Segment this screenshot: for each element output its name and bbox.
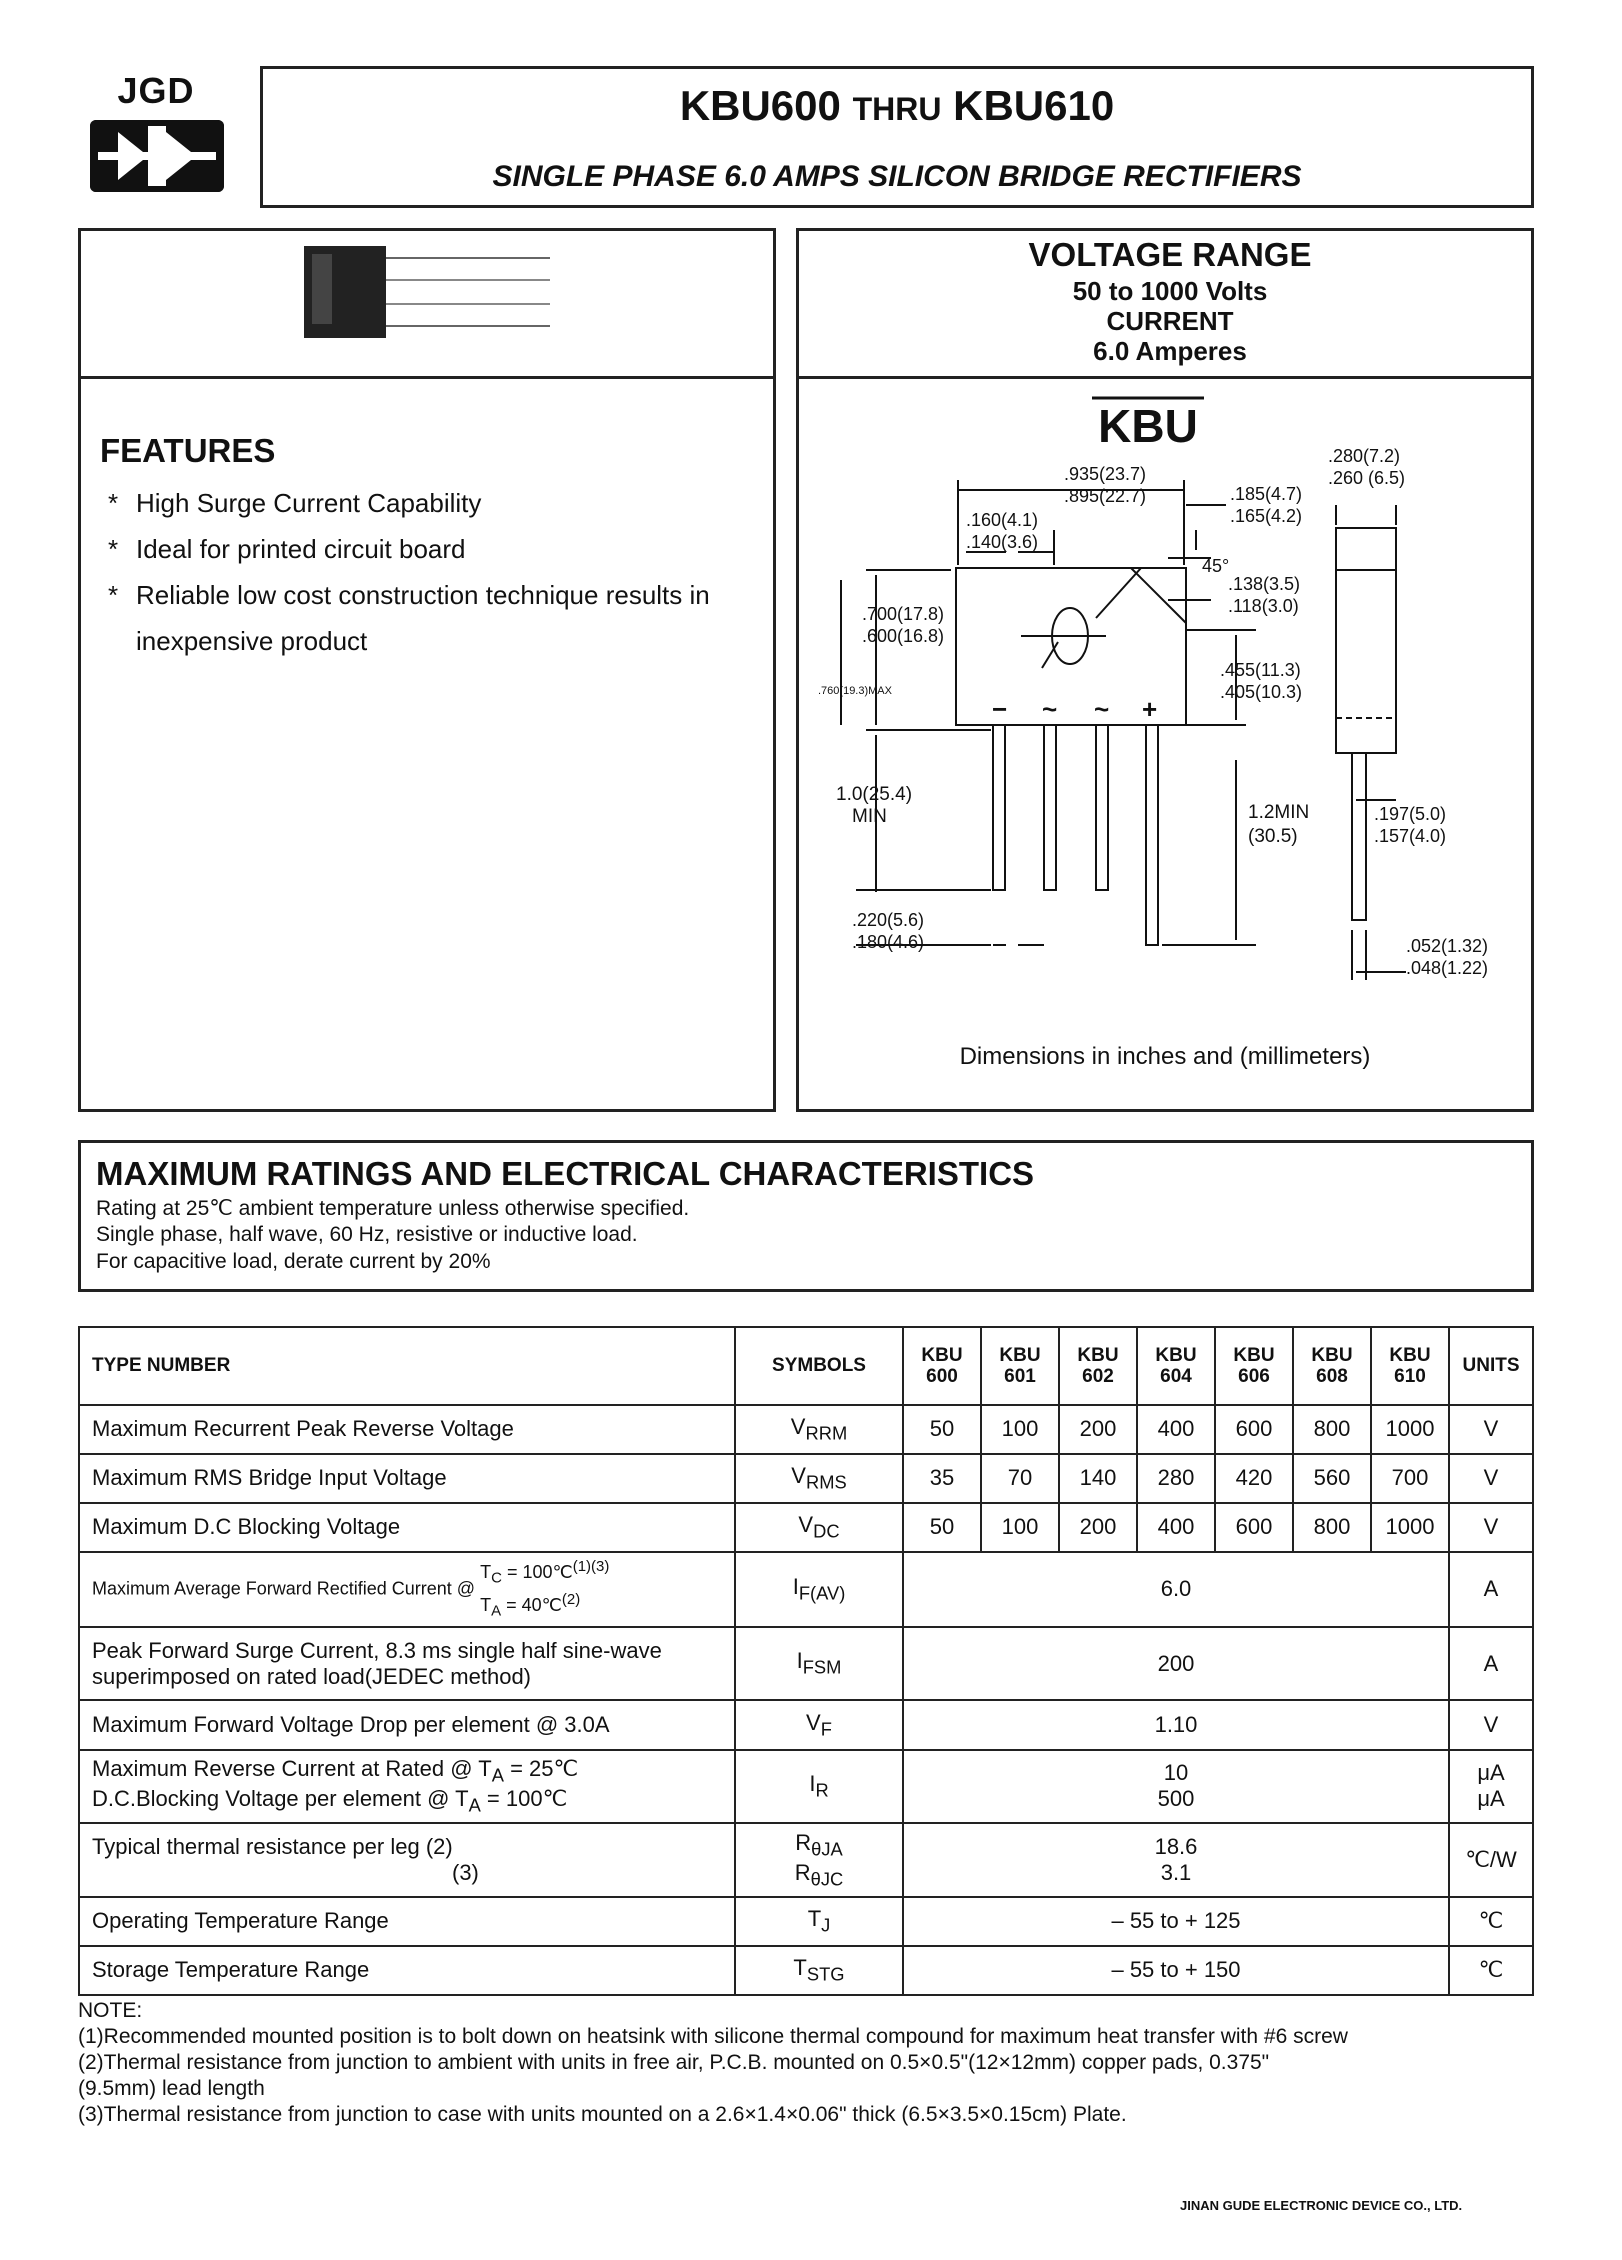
diode-logo-icon [90, 120, 224, 192]
dim-angle: 45° [1202, 556, 1230, 576]
header-model: KBU 606 [1215, 1327, 1293, 1405]
pin-negative: − [992, 694, 1008, 724]
dim-width-max: .935(23.7) [1064, 464, 1147, 484]
row-symbol: $T_{STG}$ [735, 1946, 903, 1995]
feature-text: inexpensive product [136, 626, 368, 656]
note-2-cont: (9.5mm) lead length [78, 2077, 265, 2100]
feature-item [108, 580, 710, 610]
cell-value: 1000 [1371, 1405, 1449, 1454]
ratings-note: For capacitive load, derate current by 20% [96, 1250, 491, 1273]
dim-width-min: .895(22.7) [1064, 486, 1147, 506]
title-part-start: KBU600 [679, 82, 841, 129]
cell-value: – 55 to + 125 [903, 1897, 1449, 1946]
cell-unit: ℃ [1449, 1946, 1533, 1995]
header-model: KBU 608 [1293, 1327, 1371, 1405]
cell-value: 140 [1059, 1454, 1137, 1503]
cell-value: 18.6 3.1 [903, 1823, 1449, 1897]
current-value: 6.0 Amperes [1093, 336, 1247, 366]
row-description: Storage Temperature Range [79, 1946, 735, 1995]
feature-item [108, 488, 481, 518]
voltage-range-title: VOLTAGE RANGE [1028, 236, 1312, 273]
table-row [79, 1627, 1533, 1701]
table-header-row [79, 1327, 1533, 1405]
cell-value: 1000 [1371, 1503, 1449, 1552]
row-description: Maximum Reverse Current at Rated @ $T_A$ = 25℃ D.C.Blocking Voltage per element @ $T_A$ = 100℃ [79, 1750, 735, 1824]
dim-overall-max: .760(19.3)MAX [818, 685, 892, 697]
title-part-end: KBU610 [953, 82, 1115, 129]
cell-unit: ℃/W [1449, 1823, 1533, 1897]
cell-value: 400 [1137, 1405, 1215, 1454]
cell-value: 700 [1371, 1454, 1449, 1503]
feature-text: High Surge Current Capability [136, 488, 482, 518]
dim-d8-max: .455(11.3) [1220, 660, 1301, 680]
cell-value: 200 [903, 1627, 1449, 1701]
cell-value: 800 [1293, 1405, 1371, 1454]
company-footer: JINAN GUDE ELECTRONIC DEVICE CO., LTD. [1180, 2198, 1463, 2213]
table-row [79, 1897, 1533, 1946]
cell-value: 800 [1293, 1503, 1371, 1552]
dim-d2-max: .160(4.1) [966, 510, 1039, 530]
cell-unit: V [1449, 1700, 1533, 1749]
cell-value: 50 [903, 1503, 981, 1552]
row-symbol: $I_{FSM}$ [735, 1627, 903, 1701]
header-symbols: SYMBOLS [735, 1327, 903, 1405]
row-symbol: $R_{\theta JA}$ $R_{\theta JC}$ [735, 1823, 903, 1897]
table-row [79, 1454, 1533, 1503]
dim-d11-max: .197(5.0) [1374, 804, 1447, 824]
row-symbol: $T_J$ [735, 1897, 903, 1946]
header-model: KBU 604 [1137, 1327, 1215, 1405]
cell-unit: V [1449, 1405, 1533, 1454]
dim-d4-min: .260 (6.5) [1328, 468, 1406, 488]
cell-unit: V [1449, 1503, 1533, 1552]
cell-value: 35 [903, 1454, 981, 1503]
table-row [79, 1700, 1533, 1749]
cell-value: 280 [1137, 1454, 1215, 1503]
cell-value: 400 [1137, 1503, 1215, 1552]
header-type-number: TYPE NUMBER [79, 1327, 735, 1405]
header-model: KBU 610 [1371, 1327, 1449, 1405]
voltage-range-value: 50 to 1000 Volts [1072, 276, 1268, 306]
row-description: Peak Forward Surge Current, 8.3 ms single half sine-wave superimposed on rated load(JEDEC method) [79, 1627, 735, 1701]
dim-lead-thk-max: .052(1.32) [1406, 936, 1489, 956]
row-description: Maximum RMS Bridge Input Voltage [79, 1454, 735, 1503]
dim-lead-length: 1.0(25.4) [836, 784, 913, 805]
header-units: UNITS [1449, 1327, 1533, 1405]
row-description: Maximum D.C Blocking Voltage [79, 1503, 735, 1552]
dim-d5-min: .118(3.0) [1228, 596, 1299, 616]
cell-value: 10 500 [903, 1750, 1449, 1824]
dim-pitch-max: .220(5.6) [852, 910, 925, 930]
cell-unit: μA μA [1449, 1750, 1533, 1824]
table-row [79, 1503, 1533, 1552]
package-name: KBU [1098, 400, 1198, 452]
notes-title: NOTE: [78, 1999, 143, 2022]
note-2: (2)Thermal resistance from junction to ambient with units in free air, P.C.B. mounted on 0.5×0.5"(12×12mm) copper pads, 0.375" [78, 2051, 1270, 2074]
cell-value: 6.0 [903, 1552, 1449, 1627]
row-symbol: $V_{RRM}$ [735, 1405, 903, 1454]
dim-pitch-min: .180(4.6) [852, 932, 925, 952]
dim-d3-min: .165(4.2) [1230, 506, 1303, 526]
cell-unit: V [1449, 1454, 1533, 1503]
dim-height-max: .700(17.8) [862, 604, 945, 624]
row-symbol: $I_{F(AV)}$ [735, 1552, 903, 1627]
cell-value: 200 [1059, 1503, 1137, 1552]
feature-text: Ideal for printed circuit board [136, 534, 466, 564]
ratings-heading: MAXIMUM RATINGS AND ELECTRICAL CHARACTERISTICS [96, 1155, 1035, 1192]
note-1: (1)Recommended mounted position is to bolt down on heatsink with silicone thermal compound for maximum heat transfer with #6 screw [78, 2025, 1348, 2048]
dim-d3-max: .185(4.7) [1230, 484, 1303, 504]
cell-value: 560 [1293, 1454, 1371, 1503]
pin-ac-1: ~ [1042, 694, 1058, 724]
feature-item [108, 534, 466, 564]
row-symbol: $V_{DC}$ [735, 1503, 903, 1552]
panel-divider [78, 376, 776, 379]
cell-value: 200 [1059, 1405, 1137, 1454]
row-symbol: $I_R$ [735, 1750, 903, 1824]
page-subtitle: SINGLE PHASE 6.0 AMPS SILICON BRIDGE RECTIFIERS [492, 160, 1302, 193]
pin-ac-2: ~ [1094, 694, 1110, 724]
row-description: Typical thermal resistance per leg (2) (3) [79, 1823, 735, 1897]
ratings-note: Rating at 25℃ ambient temperature unless otherwise specified. [96, 1197, 690, 1220]
header-model: KBU 602 [1059, 1327, 1137, 1405]
dim-d5-max: .138(3.5) [1228, 574, 1301, 594]
panel-divider [796, 376, 1534, 379]
dim-d8-min: .405(10.3) [1220, 682, 1303, 702]
cell-unit: ℃ [1449, 1897, 1533, 1946]
dim-lead-thk-min: .048(1.22) [1406, 958, 1489, 978]
features-panel [78, 228, 776, 1112]
row-description: Maximum Forward Voltage Drop per element @ 3.0A [79, 1700, 735, 1749]
row-description: Operating Temperature Range [79, 1897, 735, 1946]
dim-total-min: 1.2MIN [1248, 802, 1310, 823]
cell-value: 600 [1215, 1405, 1293, 1454]
cell-value: 600 [1215, 1503, 1293, 1552]
row-symbol: $V_F$ [735, 1700, 903, 1749]
ratings-table [78, 1326, 1534, 1996]
dim-d11-min: .157(4.0) [1374, 826, 1447, 846]
table-row [79, 1823, 1533, 1897]
features-heading: FEATURES [100, 432, 276, 469]
dim-d2-min: .140(3.6) [966, 532, 1039, 552]
feature-item [108, 626, 367, 656]
cell-value: 70 [981, 1454, 1059, 1503]
header-model: KBU 601 [981, 1327, 1059, 1405]
table-row [79, 1750, 1533, 1824]
table-row [79, 1946, 1533, 1995]
cell-value: 100 [981, 1405, 1059, 1454]
row-description: Maximum Average Forward Rectified Current @ $T_C$ = 100℃$^{(1)(3)}$ $T_A$ = 40℃$^{(2)}$ [79, 1552, 735, 1627]
title-thru: THRU [852, 91, 942, 127]
company-logo-text: JGD [117, 70, 195, 111]
ratings-note: Single phase, half wave, 60 Hz, resistive or inductive load. [96, 1223, 638, 1246]
dim-height-min: .600(16.8) [862, 626, 945, 646]
bullet: * [108, 488, 119, 518]
dim-d4-max: .280(7.2) [1328, 446, 1401, 466]
cell-value: 100 [981, 1503, 1059, 1552]
bullet: * [108, 580, 119, 610]
page-title [262, 82, 1532, 130]
note-3: (3)Thermal resistance from junction to case with units mounted on a 2.6×1.4×0.06" thick (6.5×3.5×0.15cm) Plate. [78, 2103, 1127, 2126]
cell-value: 1.10 [903, 1700, 1449, 1749]
product-photo [300, 236, 560, 351]
header-model: KBU 600 [903, 1327, 981, 1405]
bullet: * [108, 534, 119, 564]
table-row [79, 1552, 1533, 1627]
dim-lead-length-min: MIN [852, 806, 887, 827]
bridge-rectifier-photo-icon [300, 236, 560, 346]
feature-text: Reliable low cost construction technique results in [136, 580, 710, 610]
row-symbol: $V_{RMS}$ [735, 1454, 903, 1503]
dimensions-caption: Dimensions in inches and (millimeters) [959, 1043, 1371, 1070]
current-label: CURRENT [1106, 306, 1234, 336]
row-description: Maximum Recurrent Peak Reverse Voltage [79, 1405, 735, 1454]
cell-value: – 55 to + 150 [903, 1946, 1449, 1995]
cell-unit: A [1449, 1627, 1533, 1701]
cell-value: 50 [903, 1405, 981, 1454]
table-row [79, 1405, 1533, 1454]
cell-unit: A [1449, 1552, 1533, 1627]
company-logo-mark [90, 120, 224, 192]
package-dimension-drawing [796, 380, 1534, 1100]
pin-positive: + [1142, 694, 1158, 724]
dim-total-mm: (30.5) [1248, 826, 1298, 847]
cell-value: 420 [1215, 1454, 1293, 1503]
